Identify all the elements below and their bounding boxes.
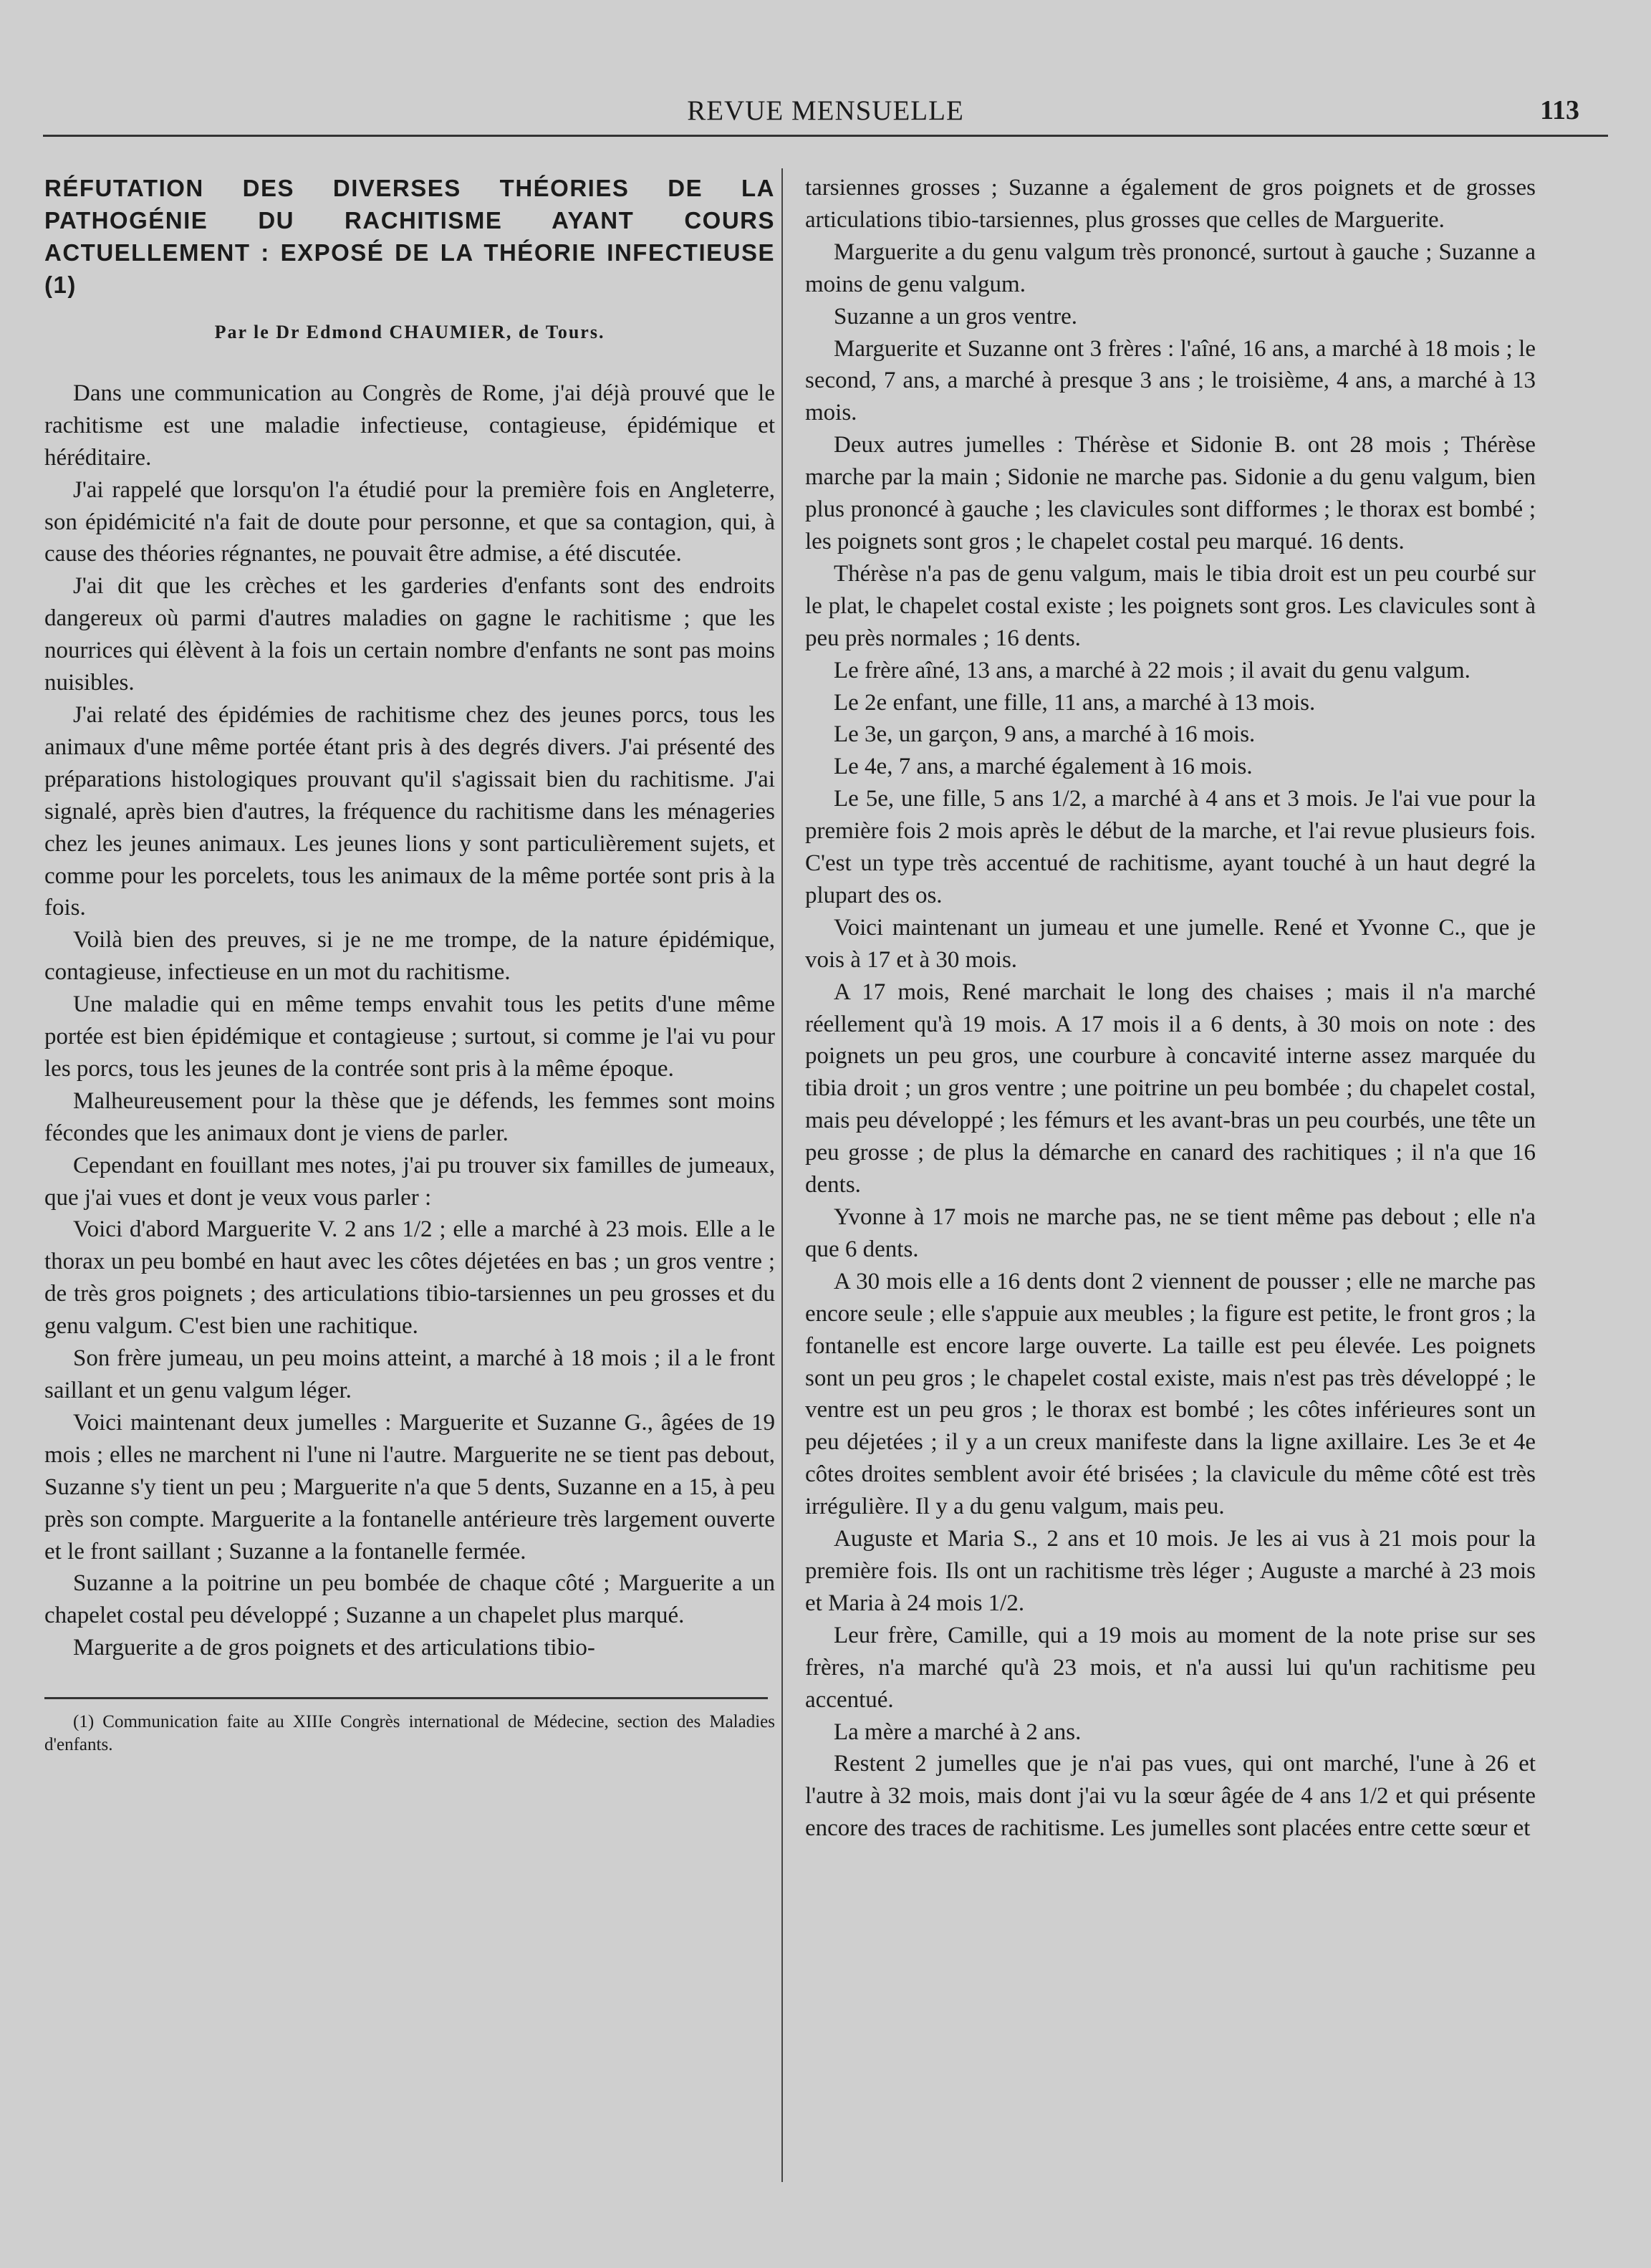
paragraph: Le 3e, un garçon, 9 ans, a marché à 16 mois.: [834, 721, 1256, 748]
footnote-rule: [44, 1697, 768, 1699]
paragraph: Deux autres jumelles : Thérèse et Sidonie B. ont 28 mois ; Thérèse marche par la main ; Sidonie ne marche pas. Sidonie a du genu valgum, bien plus prononcé à gauche ; les clavicules sont difformes ; le thorax est bombé ; les poignets sont gros ; le chapelet costal peu marqué. 16 dents.: [805, 432, 1536, 554]
page-number: 113: [1540, 95, 1579, 125]
paragraph: Le 5e, une fille, 5 ans 1/2, a marché à 4 ans et 3 mois. Je l'ai vue pour la première fois 2 mois après le début de la marche, et l'ai revue plusieurs fois. C'est un type très accentué de rachitisme, ayant touché à un haut degré la plupart des os.: [805, 786, 1536, 908]
paragraph: Voici maintenant deux jumelles : Marguerite et Suzanne G., âgées de 19 mois ; elles ne marchent ni l'une ni l'autre. Marguerite ne se tient pas debout, Suzanne s'y tient un peu ; Marguerite n'a que 5 dents, Suzanne en a 15, à peu près son compte. Marguerite a la fontanelle antérieure très largement ouverte et le front saillant ; Suzanne a la fontanelle fermée.: [44, 1409, 775, 1565]
paragraph: La mère a marché à 2 ans.: [834, 1719, 1082, 1745]
paragraph: Yvonne à 17 mois ne marche pas, ne se tient même pas debout ; elle n'a que 6 dents.: [805, 1204, 1536, 1262]
paragraph: A 30 mois elle a 16 dents dont 2 viennent de pousser ; elle ne marche pas encore seule ; elle s'appuie aux meubles ; la figure est petite, le front gros ; la fontanelle est encore large ouverte. La taille est peu élevée. Les poignets sont un peu gros ; le chapelet costal existe, mais n'est pas très développé ; le ventre est un peu gros ; le thorax est bombé ; les côtes inférieures sont un peu déjetées ; il y a un creux manifeste dans la ligne axillaire. Les 3e et 4e côtes droites semblent avoir été brisées ; la clavicule du même côté est très irrégulière. Il y a du genu valgum, mais peu.: [805, 1268, 1536, 1520]
right-column: [805, 172, 1536, 1845]
paragraph: Voici maintenant un jumeau et une jumelle. René et Yvonne C., que je vois à 17 et à 30 mois.: [805, 914, 1536, 973]
paragraph: Cependant en fouillant mes notes, j'ai pu trouver six familles de jumeaux, que j'ai vues et dont je veux vous parler :: [44, 1152, 775, 1211]
running-title: REVUE MENSUELLE: [687, 95, 964, 126]
running-head: [43, 85, 1608, 137]
paragraph: Thérèse n'a pas de genu valgum, mais le tibia droit est un peu courbé sur le plat, le chapelet costal existe ; les poignets sont gros. Les clavicules sont à peu près normales ; 16 dents.: [805, 560, 1536, 651]
paragraph: Marguerite et Suzanne ont 3 frères : l'aîné, 16 ans, a marché à 18 mois ; le second, 7 ans, a marché à presque 3 ans ; le troisième, 4 ans, a marché à 13 mois.: [805, 335, 1536, 426]
paragraph: Le frère aîné, 13 ans, a marché à 22 mois ; il avait du genu valgum.: [834, 657, 1471, 683]
paragraph: Le 4e, 7 ans, a marché également à 16 mois.: [834, 754, 1253, 780]
paragraph: Restent 2 jumelles que je n'ai pas vues, qui ont marché, l'une à 26 et l'autre à 32 mois, mais dont j'ai vu la sœur âgée de 4 ans 1/2 et qui présente encore des traces de rachitisme. Les jumelles sont placées entre cette sœur et: [805, 1751, 1536, 1842]
paragraph: Dans une communication au Congrès de Rome, j'ai déjà prouvé que le rachitisme est une maladie infectieuse, contagieuse, épidémique et héréditaire.: [44, 380, 775, 471]
paragraph: Auguste et Maria S., 2 ans et 10 mois. Je les ai vus à 21 mois pour la première fois. Ils ont un rachitisme très léger ; Auguste a marché à 23 mois et Maria à 24 mois 1/2.: [805, 1526, 1536, 1616]
left-column: [44, 172, 775, 1757]
paragraph: Marguerite a du genu valgum très prononcé, surtout à gauche ; Suzanne a moins de genu valgum.: [805, 239, 1536, 297]
paragraph: Son frère jumeau, un peu moins atteint, a marché à 18 mois ; il a le front saillant et un genu valgum léger.: [44, 1345, 775, 1403]
paragraph: Suzanne a un gros ventre.: [834, 303, 1077, 330]
column-divider: [781, 168, 783, 2182]
byline: Par le Dr Edmond CHAUMIER, de Tours.: [214, 322, 605, 342]
paragraph: A 17 mois, René marchait le long des chaises ; mais il n'a marché réellement qu'à 19 mois. A 17 mois il a 6 dents, à 30 mois on note : des poignets un peu gros, une courbure à concavité interne assez marquée du tibia droit ; un gros ventre ; une poitrine un peu bombée ; du chapelet costal, mais peu développé ; les fémurs et les avant-bras un peu courbés, une tête un peu grosse ; de plus la démarche en canard des rachitiques ; il n'a que 16 dents.: [805, 979, 1536, 1198]
paragraph-continuation: tarsiennes grosses ; Suzanne a également de gros poignets et de grosses articulations tibio-tarsiennes, plus grosses que celles de Marguerite.: [805, 175, 1536, 233]
paragraph: Suzanne a la poitrine un peu bombée de chaque côté ; Marguerite a un chapelet costal peu développé ; Suzanne a un chapelet plus marqué.: [44, 1570, 775, 1629]
paragraph: J'ai rappelé que lorsqu'on l'a étudié pour la première fois en Angleterre, son épidémicité n'a fait de doute pour personne, et que sa contagion, qui, à cause des théories régnantes, ne pouvait être admise, a été discutée.: [44, 476, 775, 567]
article-title: RÉFUTATION DES DIVERSES THÉORIES DE LA PATHOGÉNIE DU RACHITISME AYANT COURS ACTUELLEMENT : EXPOSÉ DE LA THÉORIE INFECTIEUSE (1): [44, 175, 775, 298]
paragraph: Voici d'abord Marguerite V. 2 ans 1/2 ; elle a marché à 23 mois. Elle a le thorax un peu bombé en haut avec les côtes déjetées en bas ; un gros ventre ; de très gros poignets ; des articulations tibio-tarsiennes un peu grosses et du genu valgum. C'est bien une rachitique.: [44, 1216, 775, 1340]
paragraph: Une maladie qui en même temps envahit tous les petits d'une même portée est bien épidémique et contagieuse ; surtout, si comme je l'ai vu pour les porcs, tous les jeunes de la contrée sont pris à la même époque.: [44, 991, 775, 1082]
footnote: (1) Communication faite au XIIIe Congrès international de Médecine, section des Maladies d'enfants.: [44, 1712, 775, 1755]
paragraph: Marguerite a de gros poignets et des articulations tibio-: [73, 1635, 595, 1661]
paragraph: J'ai relaté des épidémies de rachitisme chez des jeunes porcs, tous les animaux d'une même portée étant pris à des degrés divers. J'ai présenté des préparations histologiques prouvant qu'il s'agissait bien du rachitisme. J'ai signalé, après bien d'autres, la fréquence du rachitisme dans les ménageries chez les jeunes animaux. Les jeunes lions y sont particulièrement sujets, et comme pour les porcelets, tous les animaux de la même portée sont pris à la fois.: [44, 701, 775, 921]
paragraph: Leur frère, Camille, qui a 19 mois au moment de la note prise sur ses frères, n'a marché qu'à 23 mois, et n'a aussi lui qu'un rachitisme peu accentué.: [805, 1622, 1536, 1713]
paragraph: Malheureusement pour la thèse que je défends, les femmes sont moins fécondes que les animaux dont je viens de parler.: [44, 1087, 775, 1146]
paragraph: Le 2e enfant, une fille, 11 ans, a marché à 13 mois.: [834, 689, 1316, 716]
paragraph: Voilà bien des preuves, si je ne me trompe, de la nature épidémique, contagieuse, infectieuse en un mot du rachitisme.: [44, 927, 775, 986]
paragraph: J'ai dit que les crèches et les garderies d'enfants sont des endroits dangereux où parmi d'autres maladies on gagne le rachitisme ; que les nourrices qui élèvent à la fois un certain nombre d'enfants ne sont pas moins nuisibles.: [44, 573, 775, 696]
